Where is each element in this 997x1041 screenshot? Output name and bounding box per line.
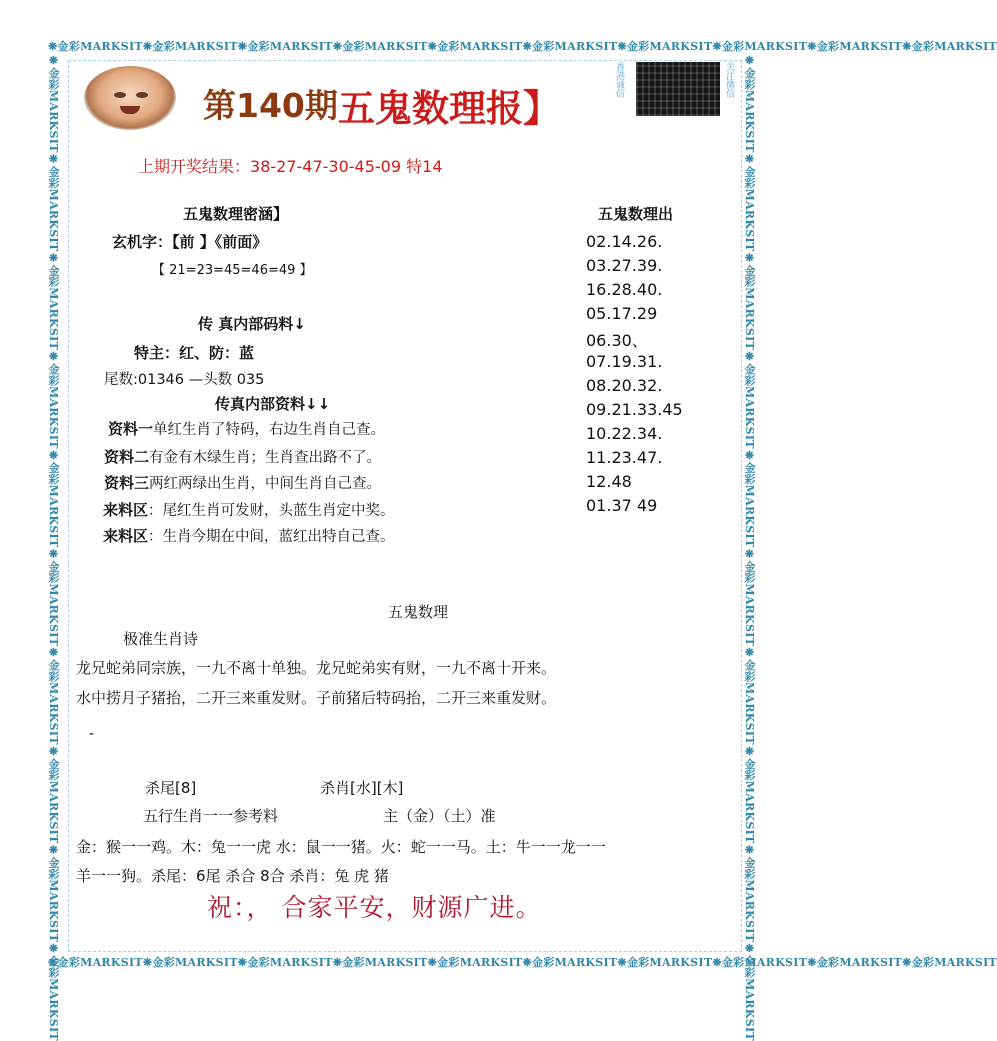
frame-right-watermark: ❋金彩MARKSIT❋金彩MARKSIT❋金彩MARKSIT❋金彩MARKSIT❋金彩MARKSIT❋金彩MARKSIT❋金彩MARKSIT❋金彩MARKSIT❋金彩MARKSIT❋金彩MARKSIT <box>743 54 756 1041</box>
riddle-line: 玄机字：【前 】《前面》 <box>112 233 268 251</box>
qr-panel <box>610 62 742 118</box>
kill-zodiac: 杀肖[水][木] <box>320 779 404 797</box>
poem-line-1: 龙兄蛇弟同宗族，一九不离十单独。龙兄蛇弟实有财，一九不离十开来。 <box>76 659 557 677</box>
frame-top-watermark: ❋金彩MARKSIT❋金彩MARKSIT❋金彩MARKSIT❋金彩MARKSIT❋金彩MARKSIT❋金彩MARKSIT❋金彩MARKSIT❋金彩MARKSIT❋金彩MARKSIT❋金彩MARKSIT <box>48 40 997 53</box>
riddle-numbers: 【 21=23=45=46=49 】 <box>152 263 313 278</box>
prediction-row: 02.14.26. <box>586 232 663 251</box>
frame-left-watermark: ❋金彩MARKSIT❋金彩MARKSIT❋金彩MARKSIT❋金彩MARKSIT❋金彩MARKSIT❋金彩MARKSIT❋金彩MARKSIT❋金彩MARKSIT❋金彩MARKSIT❋金彩MARKSIT <box>47 54 60 1041</box>
prediction-row: 06.30、 <box>586 331 648 350</box>
elements-line-1: 金：猴一一鸡。木：兔一一虎 水：鼠一一猪。火：蛇一一马。土：牛一一龙一一 <box>76 838 606 856</box>
data-item-label: 资料二 <box>104 448 150 466</box>
prediction-row: 08.20.32. <box>586 376 663 395</box>
prediction-row: 16.28.40. <box>586 280 663 299</box>
prediction-row: 12.48 <box>586 472 632 491</box>
qr-code-icon <box>636 62 720 116</box>
tail-numbers: 尾数:01346 —头数 035 <box>104 372 265 388</box>
blessing: 祝：， 合家平安，财源广进。 <box>207 893 542 922</box>
prediction-row: 11.23.47. <box>586 448 663 467</box>
wuxing-main: 主（金）（土）准 <box>383 807 496 825</box>
paper-title: 五鬼数理报】 <box>338 86 560 130</box>
data-item-2 <box>104 446 381 467</box>
last-result-label: 上期开奖结果： <box>138 157 251 176</box>
prediction-row: 01.37 49 <box>586 496 658 515</box>
prediction-row: 05.17.29 <box>586 304 658 323</box>
poem-dash: - <box>89 726 95 742</box>
last-result-special: 特14 <box>406 157 443 176</box>
data-item-text: ：生肖今期在中间，蓝红出特自己查。 <box>148 529 395 545</box>
last-result-numbers: 38-27-47-30-45-09 <box>250 157 402 176</box>
data-item-text: 单红生肖了特码，右边生肖自己查。 <box>153 422 386 438</box>
data-item-label: 资料三 <box>104 474 150 492</box>
special-main: 特主：红、防：蓝 <box>134 344 255 362</box>
data-item-label: 来料区 <box>103 501 149 519</box>
poem-heading: 五鬼数理 <box>388 603 449 621</box>
data-item-5 <box>103 525 395 546</box>
frame-bottom-watermark: ❋金彩MARKSIT❋金彩MARKSIT❋金彩MARKSIT❋金彩MARKSIT❋金彩MARKSIT❋金彩MARKSIT❋金彩MARKSIT❋金彩MARKSIT❋金彩MARKSIT❋金彩MARKSIT <box>48 956 997 969</box>
mystery-title: 五鬼数理密涵】 <box>183 205 289 223</box>
kill-tail: 杀尾[8] <box>145 779 197 797</box>
qr-left-caption: 香港诚信 <box>614 62 624 98</box>
fax-title-2: 传真内部资料↓↓ <box>215 395 331 413</box>
data-item-3 <box>104 472 381 493</box>
last-result <box>138 154 443 177</box>
qr-right-caption: 关注微信 <box>724 62 734 98</box>
prediction-row: 09.21.33.45 <box>586 400 683 419</box>
poem-subheading: 极准生肖诗 <box>123 630 199 648</box>
portrait-image <box>84 66 176 130</box>
data-item-text: ：尾红生肖可发财，头蓝生肖定中奖。 <box>148 503 395 519</box>
data-item-label: 来料区 <box>103 527 149 545</box>
prediction-row: 03.27.39. <box>586 256 663 275</box>
elements-line-2: 羊一一狗。杀尾：6尾 杀合 8合 杀肖：兔 虎 猪 <box>76 867 389 885</box>
issue-number: 第140期 <box>203 86 338 125</box>
data-item-1 <box>108 418 385 439</box>
fax-title-1: 传 真内部码料↓ <box>198 315 306 333</box>
prediction-row: 07.19.31. <box>586 352 663 371</box>
prediction-row: 10.22.34. <box>586 424 663 443</box>
data-item-text: 有金有木绿生肖；生肖查出路不了。 <box>149 450 382 466</box>
poem-line-2: 水中捞月子猪抬，二开三来重发财。子前猪后特码抬，二开三来重发财。 <box>76 689 557 707</box>
data-item-text: 两红两绿出生肖，中间生肖自己查。 <box>149 476 382 492</box>
data-item-4 <box>103 499 395 520</box>
data-item-label: 资料一 <box>108 420 154 438</box>
prediction-title: 五鬼数理出 <box>598 205 674 223</box>
wuxing-label: 五行生肖一一参考料 <box>143 807 279 825</box>
